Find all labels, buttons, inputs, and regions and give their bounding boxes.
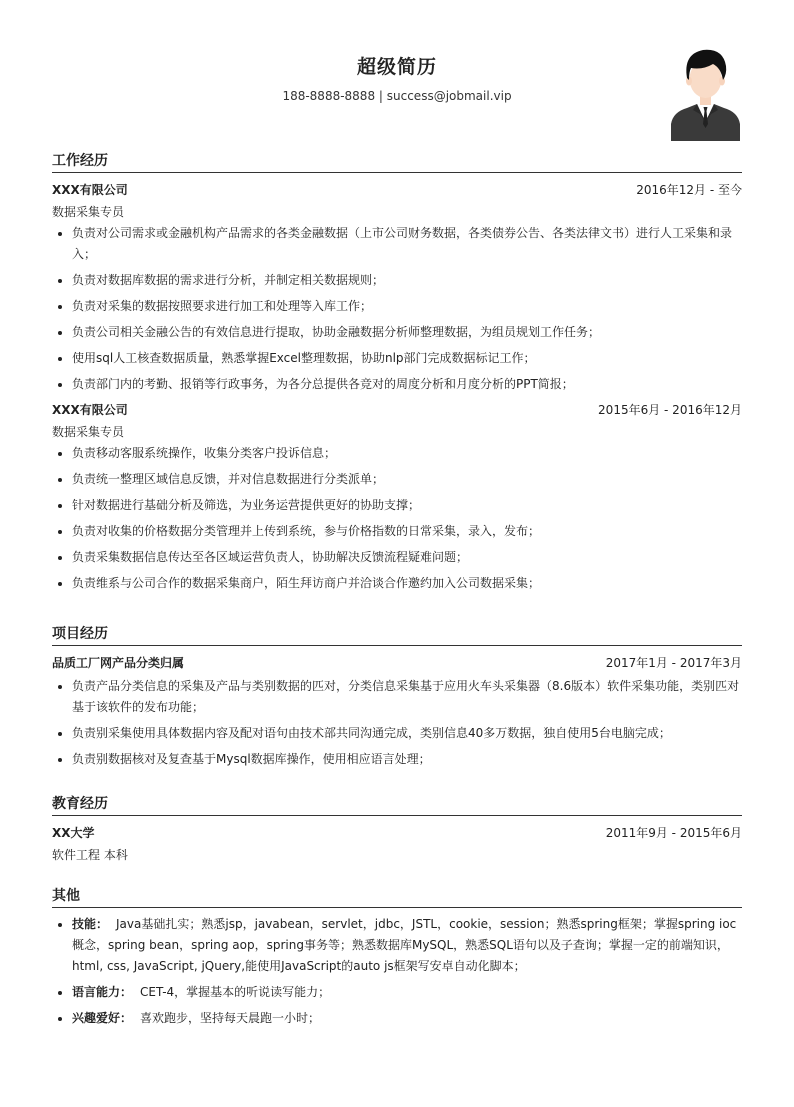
date-range: 2015年6月 - 2016年12月: [598, 403, 742, 417]
item-text: Java基础扎实；熟悉jsp，javabean，servlet，jdbc，JSTL，cookie，session；熟悉spring框架；掌握spring ioc概念，spring bean，spring aop，spring事务等；熟悉数据库MySQL，熟悉SQL语句以及子查询；掌握一定的前端知识，html, css, JavaScript, jQuery,能使用JavaScript的auto js框架写安卓自动化脚本；: [72, 917, 737, 973]
list-item: • 负责别数据核对及复查基于Mysql数据库操作，使用相应语言处理；: [72, 749, 742, 770]
section-title-work: 工作经历: [52, 150, 742, 173]
project-duty-list: [52, 676, 742, 770]
item-label: 技能：: [72, 917, 109, 931]
list-item: • 负责对公司需求或金融机构产品需求的各类金融数据（上市公司财务数据，各类债券公告、各类法律文书）进行人工采集和录入；: [72, 223, 742, 265]
other-section: [52, 885, 742, 1034]
section-title-education: 教育经历: [52, 793, 742, 816]
date-range: 2017年1月 - 2017年3月: [605, 656, 742, 670]
list-item-hobbies: [72, 1008, 742, 1029]
item-label: 兴趣爱好：: [72, 1011, 133, 1025]
company-name: XXX有限公司: [52, 183, 128, 197]
list-item: • 负责产品分类信息的采集及产品与类别数据的匹对，分类信息采集基于应用火车头采集器（8.6版本）软件采集功能，类别匹对基于该软件的发布功能；: [72, 676, 742, 718]
work-entry-header: [52, 399, 742, 421]
project-entry-header: [52, 652, 742, 674]
duty-list: [52, 223, 742, 395]
work-section: [52, 150, 742, 599]
list-item: • 负责公司相关金融公告的有效信息进行提取，协助金融数据分析师整理数据，为组员规划工作任务；: [72, 322, 742, 343]
list-item: • 负责维系与公司合作的数据采集商户，陌生拜访商户并洽谈合作邀约加入公司数据采集；: [72, 573, 742, 594]
list-item: • 负责对采集的数据按照要求进行加工和处理等入库工作；: [72, 296, 742, 317]
other-list: [52, 914, 742, 1029]
item-text: CET-4，掌握基本的听说读写能力；: [140, 985, 331, 999]
school-name: XX大学: [52, 826, 95, 840]
education-entry-header: [52, 822, 742, 844]
project-section: [52, 623, 742, 775]
contact-info: 188-8888-8888 | success@jobmail.vip: [282, 89, 512, 103]
list-item: • 负责对数据库数据的需求进行分析，并制定相关数据规则；: [72, 270, 742, 291]
list-item: • 负责移动客服系统操作，收集分类客户投诉信息；: [72, 443, 742, 464]
avatar: [669, 44, 742, 141]
date-range: 2011年9月 - 2015年6月: [605, 826, 742, 840]
project-name: 品质工厂网产品分类归属: [52, 656, 185, 670]
list-item: • 针对数据进行基础分析及筛选，为业务运营提供更好的协助支撑；: [72, 495, 742, 516]
work-entry-header: [52, 179, 742, 201]
degree-info: 软件工程 本科: [52, 848, 128, 862]
date-range: 2016年12月 - 至今: [636, 183, 742, 197]
resume-name: 超级简历: [356, 56, 437, 78]
section-title-projects: 项目经历: [52, 623, 742, 646]
list-item-language: [72, 982, 742, 1003]
list-item: • 负责统一整理区域信息反馈，并对信息数据进行分类派单；: [72, 469, 742, 490]
list-item-skills: [72, 914, 742, 977]
education-section: [52, 793, 742, 866]
job-role: 数据采集专员: [52, 425, 125, 439]
company-name: XXX有限公司: [52, 403, 128, 417]
list-item: • 负责对收集的价格数据分类管理并上传到系统，参与价格指数的日常采集，录入，发布；: [72, 521, 742, 542]
item-label: 语言能力：: [72, 985, 133, 999]
list-item: • 使用sql人工核查数据质量，熟悉掌握Excel整理数据，协助nlp部门完成数据标记工作；: [72, 348, 742, 369]
list-item: • 负责采集数据信息传达至各区域运营负责人，协助解决反馈流程疑难问题；: [72, 547, 742, 568]
item-text: 喜欢跑步，坚持每天晨跑一小时；: [140, 1011, 321, 1025]
duty-list: [52, 443, 742, 594]
list-item: • 负责部门内的考勤、报销等行政事务，为各分总提供各竞对的周度分析和月度分析的PPT简报；: [72, 374, 742, 395]
list-item: • 负责别采集使用具体数据内容及配对语句由技术部共同沟通完成，类别信息40多万数据，独自使用5台电脑完成；: [72, 723, 742, 744]
job-role: 数据采集专员: [52, 205, 125, 219]
section-title-other: 其他: [52, 885, 742, 908]
